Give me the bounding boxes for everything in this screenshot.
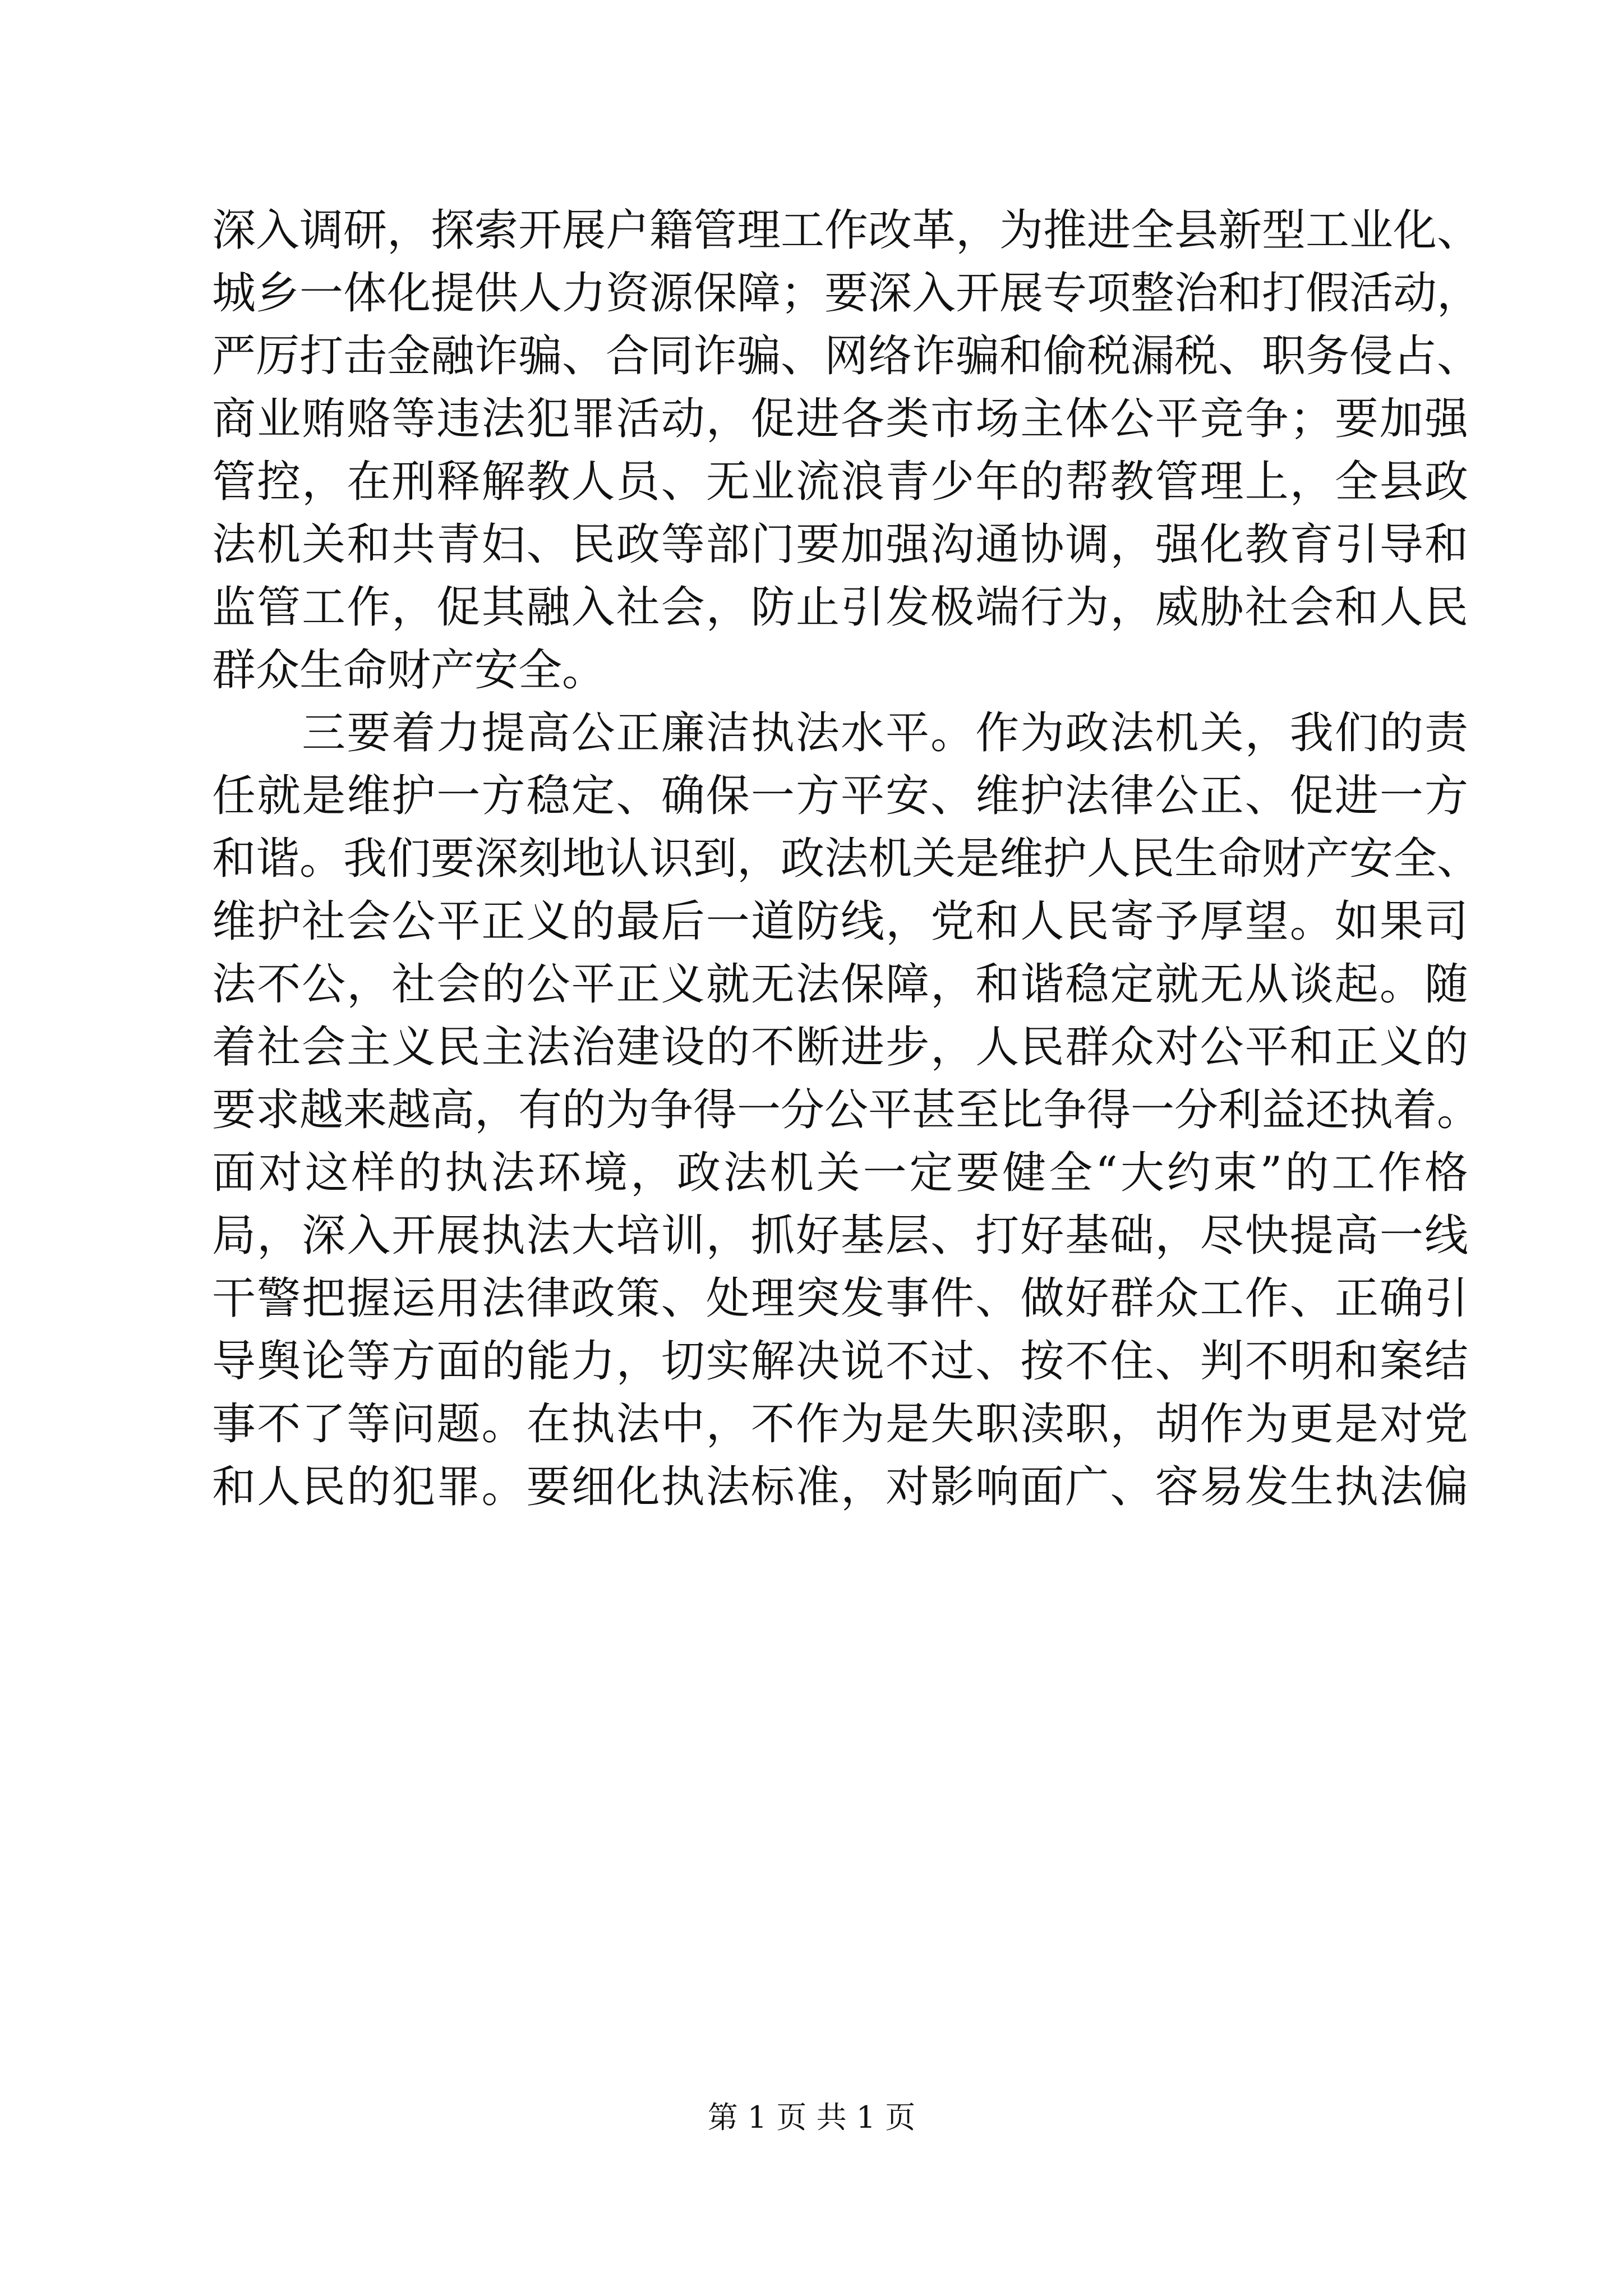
page-footer: 第 1 页 共 1 页 — [707, 2100, 916, 2135]
text-line: 深入调研，探索开展户籍管理工作改革，为推进全县新型工业化、 — [212, 205, 1481, 256]
text-line: 面对这样的执法环境，政法机关一定要健全“大约束”的工作格 — [212, 1148, 1468, 1198]
text-line: 事不了等问题。在执法中，不作为是失职渎职，胡作为更是对党 — [212, 1399, 1468, 1450]
text-line: 和人民的犯罪。要细化执法标准，对影响面广、容易发生执法偏 — [212, 1462, 1468, 1512]
text-line: 监管工作，促其融入社会，防止引发极端行为，威胁社会和人民 — [212, 582, 1468, 633]
text-line: 维护社会公平正义的最后一道防线，党和人民寄予厚望。如果司 — [212, 896, 1468, 947]
text-line: 管控，在刑释解教人员、无业流浪青少年的帮教管理上，全县政 — [212, 457, 1468, 507]
text-line: 法不公，社会的公平正义就无法保障，和谐稳定就无从谈起。随 — [212, 959, 1468, 1010]
text-line: 和谐。我们要深刻地认识到，政法机关是维护人民生命财产安全、 — [212, 834, 1481, 884]
body-text — [212, 199, 1481, 1519]
text-line: 严厉打击金融诈骗、合同诈骗、网络诈骗和偷税漏税、职务侵占、 — [212, 331, 1481, 381]
text-line: 局，深入开展执法大培训，抓好基层、打好基础，尽快提高一线 — [212, 1211, 1468, 1261]
text-line: 着社会主义民主法治建设的不断进步，人民群众对公平和正义的 — [212, 1022, 1468, 1073]
text-line: 导舆论等方面的能力，切实解决说不过、按不住、判不明和案结 — [212, 1336, 1468, 1387]
text-line: 任就是维护一方稳定、确保一方平安、维护法律公正、促进一方 — [212, 771, 1468, 821]
text-line: 群众生命财产安全。 — [212, 645, 606, 696]
text-line: 法机关和共青妇、民政等部门要加强沟通协调，强化教育引导和 — [212, 519, 1468, 570]
text-line: 干警把握运用法律政策、处理突发事件、做好群众工作、正确引 — [212, 1273, 1468, 1324]
text-line: 三要着力提高公正廉洁执法水平。作为政法机关，我们的责 — [212, 708, 1468, 758]
text-line: 商业贿赂等违法犯罪活动，促进各类市场主体公平竞争；要加强 — [212, 394, 1468, 444]
text-line: 城乡一体化提供人力资源保障；要深入开展专项整治和打假活动， — [212, 268, 1481, 319]
text-line: 要求越来越高，有的为争得一分公平甚至比争得一分利益还执着。 — [212, 1085, 1481, 1135]
